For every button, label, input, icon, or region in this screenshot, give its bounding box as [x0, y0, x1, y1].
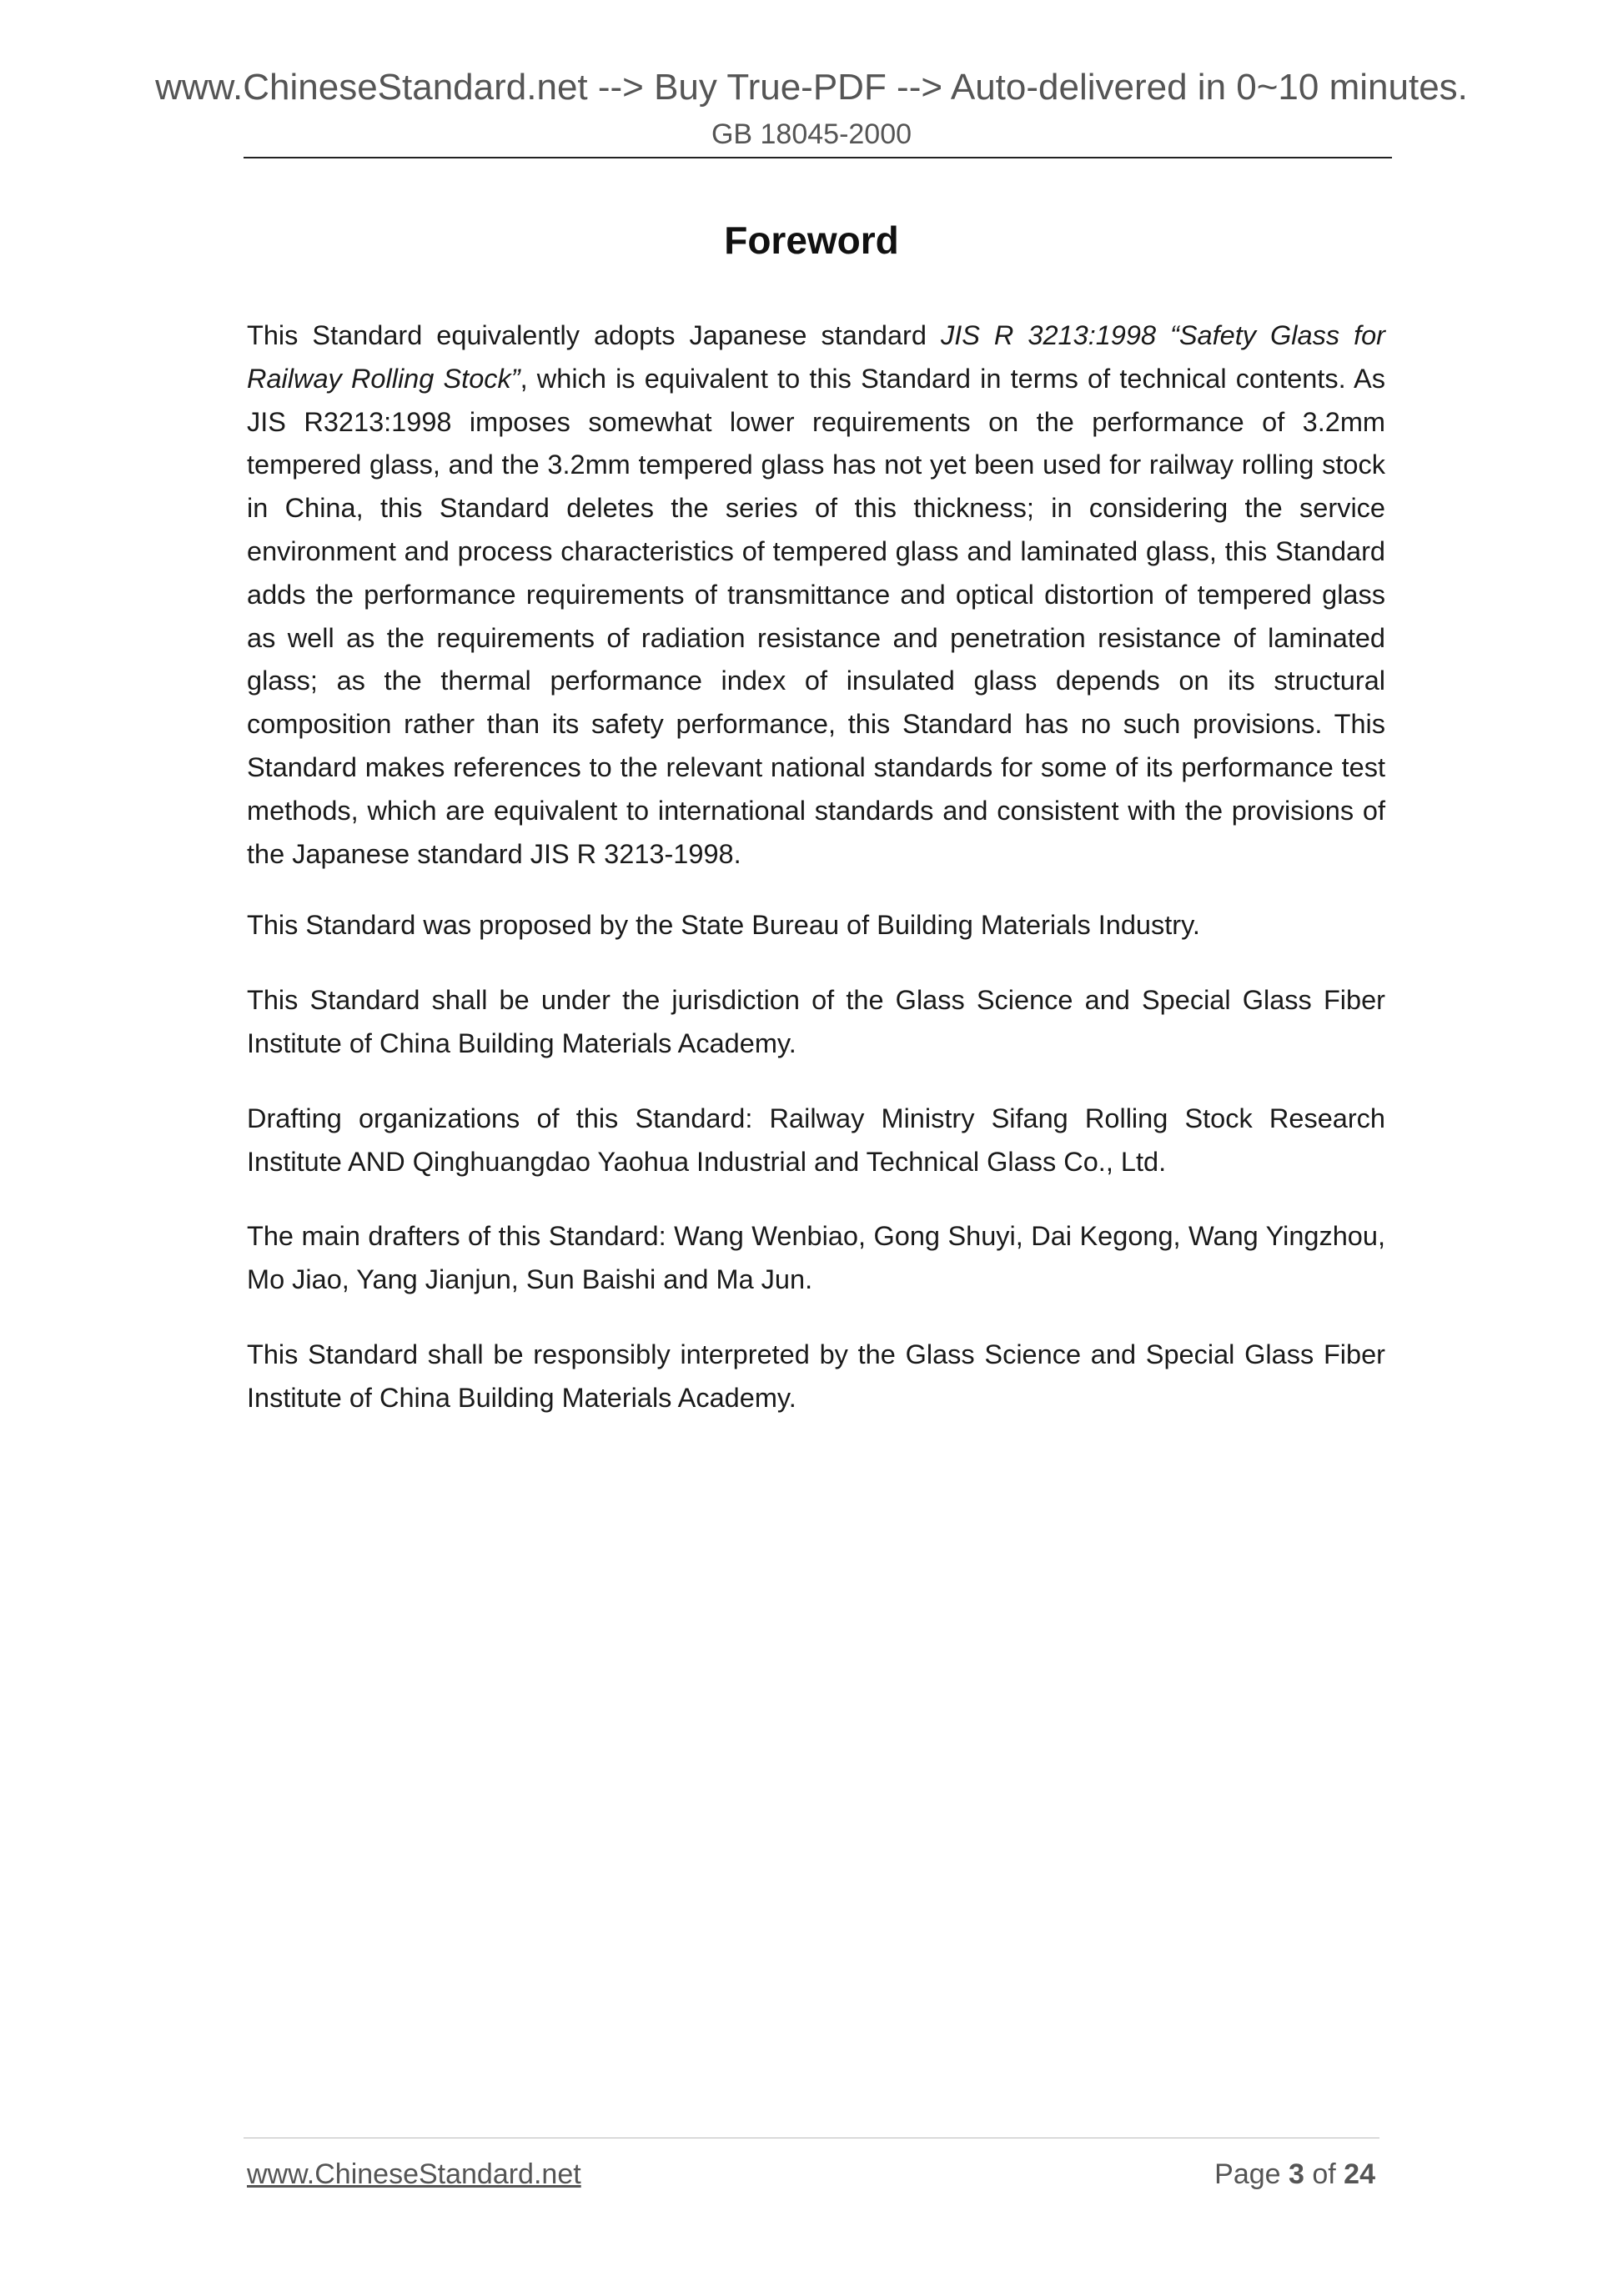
paragraph-proposed-by: This Standard was proposed by the State Bureau of Building Materials Industry. [247, 910, 1200, 941]
paragraph-main-drafters: The main drafters of this Standard: Wang Wenbiao, Gong Shuyi, Dai Kegong, Wang Yingzhou, Mo Jiao, Yang Jianjun, Sun Baishi and Ma Jun. [247, 1221, 1385, 1295]
paragraph-drafting-organizations: Drafting organizations of this Standard: Railway Ministry Sifang Rolling Stock Research Institute AND Qinghuangdao Yaohua Industrial and Technical Glass Co., Ltd. [247, 1103, 1385, 1177]
page-number-total: 24 [1344, 2158, 1375, 2190]
header-banner: www.ChineseStandard.net --> Buy True-PDF --> Auto-delivered in 0~10 minutes. [155, 67, 1468, 108]
document-body [247, 314, 1385, 1452]
page-number-current: 3 [1289, 2158, 1304, 2190]
paragraph-adoption [247, 314, 1385, 876]
page-number [1214, 2158, 1375, 2191]
footer-website-link[interactable]: www.ChineseStandard.net [247, 2158, 581, 2190]
paragraph-jurisdiction: This Standard shall be under the jurisdiction of the Glass Science and Special Glass Fiber Institute of China Building Materials Academy. [247, 985, 1385, 1058]
referenced-standard-title: JIS R 3213:1998 “Safety Glass for Railway Rolling Stock” [247, 320, 1385, 394]
header-divider [244, 157, 1392, 158]
page-number-prefix: Page [1214, 2158, 1289, 2190]
page-number-of: of [1304, 2158, 1344, 2190]
paragraph-adoption-body: , which is equivalent to this Standard in terms of technical contents. As JIS R3213:1998 imposes somewhat lower requirements on the performance of 3.2mm tempered glass, and the 3.2mm tempered glass has not yet been used for railway rolling stock in China, this Standard deletes the series of this thickness; in considering the service environment and process characteristics of tempered glass and laminated glass, this Standard adds the performance requirements of transmittance and optical distortion of tempered glass as well as the requirements of radiation resistance and penetration resistance of laminated glass; as the thermal performance index of insulated glass depends on its structural composition rather than its safety performance, this Standard has no such provisions. This Standard makes references to the relevant national standards for some of its performance test methods, which are equivalent to international standards and consistent with the provisions of the Japanese standard JIS R 3213-1998. [247, 363, 1385, 869]
document-code: GB 18045-2000 [711, 118, 912, 150]
paragraph-interpretation: This Standard shall be responsibly interpreted by the Glass Science and Special Glass Fiber Institute of China Building Materials Academy. [247, 1339, 1385, 1413]
page-title: Foreword [724, 219, 899, 262]
paragraph-adoption-intro: This Standard equivalently adopts Japanese standard [247, 320, 941, 350]
